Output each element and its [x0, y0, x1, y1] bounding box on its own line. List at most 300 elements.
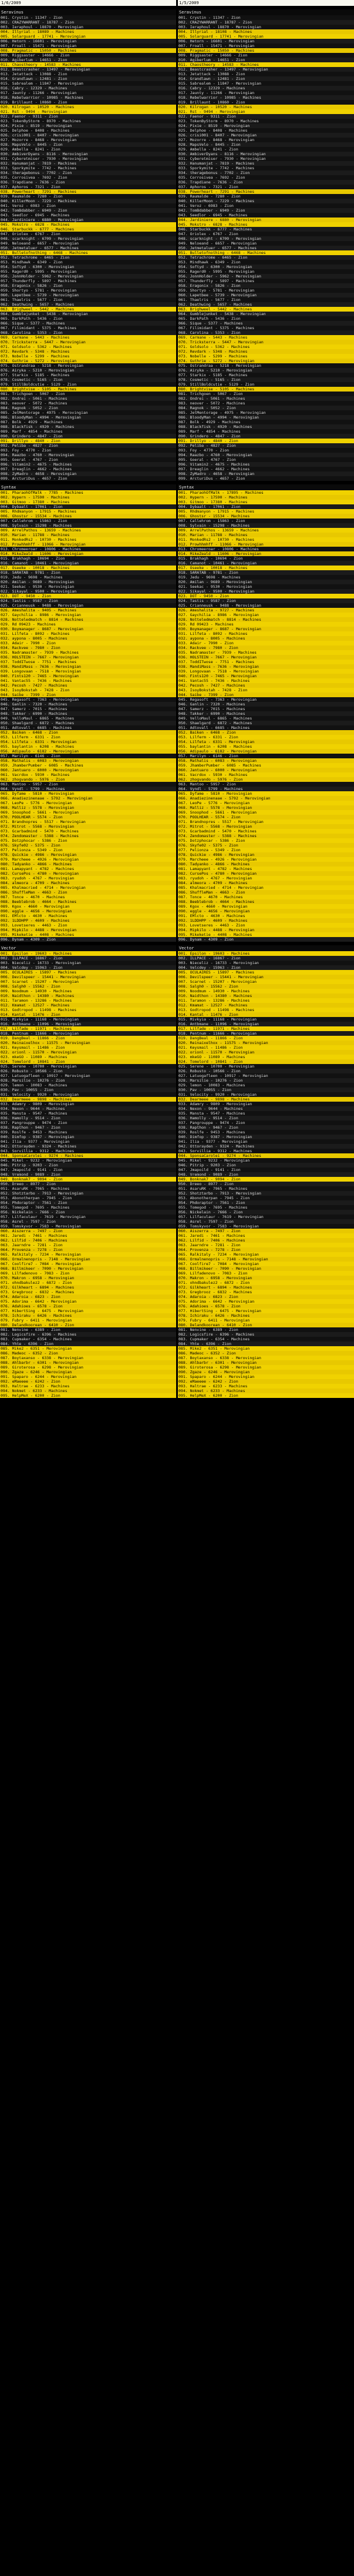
ranking-row: 032. Dearmeee - 9898 - Machines	[0, 1097, 176, 1102]
ranking-row: 050. Jetmetaluer - 6577 - Machines	[178, 246, 354, 250]
ranking-row: 023. TokenByStorm - 8970 - Machines	[0, 119, 176, 123]
ranking-row: 084. Yhte - 6396 - Zion	[178, 1341, 354, 1346]
ranking-row: 038. Powerheart - 7291 - Machines	[178, 189, 354, 194]
ranking-row: 081. Lamapyant - 4782 - Machines	[0, 867, 176, 871]
ranking-row: 018. Rebelwarrior - 10985 - Machines	[0, 95, 176, 100]
ranking-row: 067. Filimidant - 5375 - Machines	[0, 326, 176, 330]
ranking-row: 082. Ondrei - 5061 - Machines	[178, 396, 354, 401]
ranking-row: 068. Billmikeer - 7090 - Merovingian	[178, 1266, 354, 1271]
ranking-row: 004. Dybaalt - 17061 - Zion	[0, 504, 176, 509]
ranking-row: 063. Jaarndre - 7281 - Zion	[0, 1243, 176, 1247]
ranking-row: 065. Ralkitaly - 7234 - Merovingian	[178, 1252, 354, 1257]
ranking-row: 012. Kmamat - 12527 - Machines	[0, 1003, 176, 1008]
ranking-row: 076. Airyka - 5210 - Merovingian	[0, 368, 176, 373]
ranking-row: 069. Carmane - 5443 - Machines	[0, 335, 176, 340]
ranking-row: 085. JetMentorage - 4975 - Merovingian	[178, 410, 354, 415]
ranking-row: 082. Logicsfire - 6396 - Machines	[0, 1332, 176, 1337]
ranking-row: 016. Cabry - 12329 - Machines	[178, 86, 354, 91]
ranking-row: 026. Robusto - 10566 - Zion	[0, 1069, 176, 1073]
ranking-row: 084. almeora - 4709 - Machines	[0, 881, 176, 885]
ranking-row: 042. Pecosh - 7427 - Machines	[178, 683, 354, 688]
ranking-row: 036. Trapdiane - 7636 - Zion	[0, 180, 176, 185]
ranking-row: 077. Starkix - 5185 - Machines	[0, 373, 176, 377]
ranking-row: 017. Oseeke - 10018 - Machines	[0, 566, 176, 570]
ranking-row: 043. IsoyBokstah - 7428 - Zion	[0, 688, 176, 692]
ranking-row: 083. ryudoh - 4767 - Merovingian	[0, 876, 176, 881]
ranking-row: 008. Pragmatic - 15050 - Machines	[178, 48, 354, 53]
ranking-row: 015. Brakhagh - 10694 - Zion	[178, 556, 354, 561]
ranking-row: 077. Pelionza - 5349 - Zion	[0, 848, 176, 852]
ranking-row: 023. TokenByStorm - 8970 - Machines	[178, 119, 354, 123]
ranking-row: 015. Mivkyia - 11168 - Merovingian	[178, 1017, 354, 1022]
ranking-row: 085. Khalmacried - 4714 - Merovingian	[178, 885, 354, 890]
ranking-row: 055. baylantin - 6208 - Machines	[178, 744, 354, 749]
ranking-row: 055. Ragerd0 - 5995 - Merovingian	[0, 269, 176, 274]
ranking-row: 064. Provenza - 7278 - Zion	[178, 1247, 354, 1252]
ranking-row: 037. ToddITwose - 7751 - Machines	[178, 660, 354, 664]
ranking-row: 092. eMaeeee - 6242 - Zion	[0, 1379, 176, 1384]
ranking-row: 038. Powerheart - 7291 - Machines	[0, 189, 176, 194]
ranking-row: 072. Revdark - 5348 - Machines	[0, 349, 176, 354]
ranking-row: 050. Dreeo - 8977 - Zion	[178, 1182, 354, 1186]
ranking-row: 080. Tadyanko - 4866 - Machines	[0, 862, 176, 867]
ranking-row: 071. ohndbakulez2 - 6872 - Zion	[0, 1280, 176, 1285]
ranking-row: 009. Riggsaster - 14666 - Zion	[0, 53, 176, 58]
ranking-row: 076. Skyfe02 - 5375 - Zion	[0, 843, 176, 848]
ranking-row: 038. Rapthon - 9467 - Zion	[0, 1125, 176, 1130]
ranking-row: 075. Adorima - 6642 - Merovingian	[0, 1299, 176, 1304]
ranking-row: 029. lemon - 10083 - Machines	[0, 1083, 176, 1088]
section-list	[178, 9, 354, 1401]
ranking-row: 016. Camanot - 10461 - Merovingian	[0, 561, 176, 566]
ranking-row: 004. Velcdey - 15963 - Zion	[0, 965, 176, 970]
ranking-row: 079. Marcheee - 4926 - Merovingian	[178, 857, 354, 862]
ranking-row: 042. TomBdabber - 6949 - Zion	[0, 208, 176, 213]
ranking-row: 088. Ahlbarbr - 6301 - Merovingian	[178, 1360, 354, 1365]
ranking-row: 075. Adorima - 6642 - Merovingian	[178, 1299, 354, 1304]
ranking-row: 032. aypona - 8005 - Machines	[178, 636, 354, 641]
ranking-row: 037. Aphoros - 7321 - Zion	[0, 185, 176, 189]
ranking-row: 020. Amilan - 9689 - Merovingian	[0, 580, 176, 584]
ranking-row: 022. Faenor - 9311 - Zion	[178, 114, 354, 119]
ranking-row: 088. Beeblebrob - 4664 - Machines	[0, 899, 176, 904]
ranking-row: 011. MonkedRs2 - 10730 - Machines	[0, 537, 176, 542]
ranking-row: 030. Pav - 10055 - Zion	[0, 1088, 176, 1092]
ranking-row: 008. Salgh0 - 15562 - Zion	[178, 984, 354, 989]
ranking-row: 091. Drillyo - 4840 - Zion	[0, 439, 176, 443]
ranking-row: 039. Roslfe - 9453 - Machines	[178, 1130, 354, 1135]
ranking-row: 087. Tonce - 4670 - Machines	[0, 895, 176, 899]
ranking-row: 083. ryudoh - 4767 - Merovingian	[178, 876, 354, 881]
ranking-row: 027. Gaychilia - 8986 - Merovingian	[178, 613, 354, 617]
ranking-row: 047. Jmapoild - 9141 - Zion	[0, 1167, 176, 1172]
ranking-row: 092. Peliba - 4827 - Zion	[178, 443, 354, 448]
ranking-row: 085. Mike2 - 6351 - Merovingian	[178, 1346, 354, 1351]
ranking-row: 062. zhogvando - 5976 - Zion	[0, 777, 176, 782]
ranking-row: 030. Boymanager - 8687 - Merovingian	[0, 627, 176, 631]
ranking-row: 059. JhamberPumber - 6085 - Machines	[178, 763, 354, 768]
ranking-row: 081. Nenvine - 6389 - Zion	[178, 1327, 354, 1332]
ranking-row: 022. orionl - 11570 - Merovingian	[178, 1050, 354, 1055]
ranking-row: 047. Samerz - 7015 - Machines	[0, 707, 176, 711]
ranking-row: 047. Oriolex - 6767 - Zion	[178, 232, 354, 236]
ranking-row: 053. Mindhawk - 6349 - Zion	[0, 260, 176, 265]
ranking-row: 041. Veroz - 6983 - Zion	[0, 203, 176, 208]
ranking-row: 069. Lilfadenovo - 7083 - Zion	[0, 1271, 176, 1276]
ranking-row: 031. Velocity - 9920 - Merovingian	[178, 1092, 354, 1097]
ranking-row: 048. scarknight - 6709 - Merovingian	[0, 236, 176, 241]
ranking-row: 064. Gumblejunket - 5438 - Merovingian	[0, 312, 176, 316]
ranking-row: 034. theragebonus - 7702 - Zion	[0, 170, 176, 175]
ranking-row: 005. Solarguard - 17741 - Merovingian	[178, 34, 354, 39]
ranking-row: 032. Dearmeee - 9898 - Machines	[178, 1097, 354, 1102]
ranking-row: 091. EMlcto - 4630 - Machines	[178, 914, 354, 918]
ranking-row: 021. Rst - 9494 - Merovingian	[178, 109, 354, 114]
ranking-row: 011. Taramon - 13286 - Machines	[0, 998, 176, 1003]
ranking-row: 021. Seekac - 9530 - Merovingian	[0, 584, 176, 589]
ranking-row: 090. eggle - 4656 - Merovingian	[178, 909, 354, 914]
ranking-row: 078. Ichiraku - 6426 - Machines	[0, 1313, 176, 1318]
ranking-row: 069. Snoophod - 5661 - Merovingian	[178, 810, 354, 815]
ranking-row: 008. Sylvain - 15298 - Machines	[178, 523, 354, 528]
ranking-row: 086. ShuffleMan - 4663 - Zion	[178, 890, 354, 895]
ranking-row: 050. Shaelgard - 6872 - Machines	[0, 721, 176, 725]
ranking-row: 052. Tetrachrome - 6465 - Zion	[0, 255, 176, 260]
ranking-row: 028. Marsilie - 10276 - Zion	[0, 1078, 176, 1083]
ranking-row: 077. Pelionza - 5349 - Zion	[178, 848, 354, 852]
ranking-row: 055. Tomegod - 7695 - Machines	[178, 1205, 354, 1210]
ranking-row: 009. ArrelPathos - 13659 - Machines	[178, 528, 354, 533]
ranking-row: 035. Corrosivea - 7692 - Zion	[0, 175, 176, 180]
ranking-row: 098. ZyMadro - 4658 - Merovingian	[0, 471, 176, 476]
ranking-row: 074. Guthrie - 5272 - Merovingian	[178, 359, 354, 363]
ranking-row: 073. Gregbrooz - 6832 - Machines	[178, 1290, 354, 1294]
ranking-row: 036. HOLSTEIN - 7667 - Merovingian	[0, 655, 176, 660]
ranking-row: 030. AmbiverDyans - 8116 - Merovingian	[178, 152, 354, 156]
ranking-row: 022. Faenor - 9311 - Zion	[0, 114, 176, 119]
ranking-row: 083. Cupmaker - 6354 - Machines	[0, 1337, 176, 1341]
ranking-row: 044. SponsaCarolei - 9274 - Machines	[178, 1153, 354, 1158]
ranking-row: 059. Shortyo - 5781 - Merovingian	[178, 288, 354, 293]
ranking-row: 066. Sique - 5377 - Machines	[178, 321, 354, 326]
ranking-row: 056. Adipaulo - 6182 - Merovingian	[0, 749, 176, 754]
ranking-row: 037. Pangrouppe - 9474 - Zion	[178, 1120, 354, 1125]
ranking-row: 018. SARATAB - 9781 - Zion	[0, 570, 176, 575]
ranking-row: 036. Hamolly - 9514 - Zion	[0, 1116, 176, 1120]
ranking-row: 095. HelpMeX - 6200 - Zion	[0, 1393, 176, 1398]
ranking-row: 062. Lilfid - 7406 - Machines	[178, 1238, 354, 1243]
ranking-row: 025. Serene - 10700 - Merovingian	[0, 1064, 176, 1069]
ranking-row: 099. ArcturiDus - 4657 - Zion	[0, 476, 176, 481]
ranking-row: 072. Revdark - 5348 - Machines	[178, 349, 354, 354]
ranking-row: 087. Boytaxanso - 6338 - Merovingian	[0, 1356, 176, 1360]
ranking-row: 013. Godtropod - 11498 - Machines	[0, 1008, 176, 1012]
ranking-row: 013. Chromeeroar - 10806 - Machines	[0, 547, 176, 551]
ranking-row: 031. Lilfeta - 8092 - Machines	[178, 631, 354, 636]
ranking-row: 078. Cosmetic - 5165 - Zion	[0, 377, 176, 382]
ranking-row: 023. DOT - 9450 - Zion	[0, 594, 176, 598]
ranking-row: 046. Starbuckk - 6777 - Machines	[0, 227, 176, 232]
ranking-row: 054. Phdoraptor - 7561 - Zion	[178, 1200, 354, 1205]
ranking-row: 003. Ieraphoul - 18870 - Merovingian	[0, 25, 176, 29]
ranking-row: 018. Rebelwarrior - 10985 - Machines	[178, 95, 354, 100]
ranking-row: 039. Roslfe - 9453 - Machines	[0, 1130, 176, 1135]
ranking-row: 032. Hanumanjat - 7819 - Machines	[178, 161, 354, 166]
ranking-row: 081. Trichgoen - 5067 - Zion	[0, 392, 176, 396]
ranking-row: 094. Raazbo - 4760 - Merovingian	[0, 453, 176, 457]
ranking-row: 094. Mipkilo - 4488 - Merovingian	[0, 928, 176, 932]
ranking-row: 056. Nickelain - 7666 - Zion	[178, 1210, 354, 1215]
ranking-row: 052. Baiken - 6468 - Zion	[0, 730, 176, 735]
ranking-row: 049. VelloMaul - 6865 - Machines	[0, 716, 176, 721]
ranking-row: 002. Hypern - 17590 - Machines	[0, 495, 176, 500]
ranking-row: 061. Thaelris - 5677 - Zion	[178, 297, 354, 302]
ranking-row: 063. Mantoo - 5957 - Zion	[0, 782, 176, 787]
ranking-row: 039. Raumalde - 7280 - Zion	[0, 194, 176, 199]
ranking-row: 054. Softyd - 6300 - Merovingian	[0, 265, 176, 269]
right-column	[178, 0, 354, 2576]
ranking-row: 021. Rst - 9494 - Merovingian	[0, 109, 176, 114]
ranking-row: 018. Pentnum - 11666 - Merovingian	[0, 1031, 176, 1036]
ranking-row: 080. Brightvise - 5105 - Machines	[178, 387, 354, 392]
ranking-row: 031. Lilfeta - 8092 - Machines	[0, 631, 176, 636]
ranking-row: 094. Nokmet - 6233 - Machines	[178, 1389, 354, 1393]
section-list	[0, 9, 176, 1401]
ranking-row: 093. Haltrae - 6233 - Machines	[178, 1384, 354, 1389]
ranking-row: 007. Callehrom - 15863 - Zion	[0, 518, 176, 523]
ranking-row: 040. Dimfop - 9387 - Merovingian	[0, 1135, 176, 1139]
ranking-row: 017. Lilfade - 11971 - Machines	[178, 1026, 354, 1031]
ranking-row: 021. Keysmail - 11486 - Zion	[178, 1045, 354, 1050]
ranking-row: 091. Spaparo - 6244 - Merovingian	[0, 1374, 176, 1379]
ranking-row: 086. BloodyMan - 4994 - Merovingian	[178, 415, 354, 420]
ranking-row: 035. Corrosivea - 7692 - Zion	[178, 175, 354, 180]
ranking-row: 033. Adair - 7990 - Zion	[178, 641, 354, 645]
ranking-row: 029. lemon - 10083 - Machines	[178, 1083, 354, 1088]
ranking-row: 064. Gumblejunket - 5438 - Merovingian	[178, 312, 354, 316]
section-title: Syntax	[0, 484, 176, 490]
ranking-row: 013. Godtropod - 11498 - Machines	[178, 1008, 354, 1012]
ranking-row: 063. Brighweel - 5442 - Machines	[178, 307, 354, 312]
ranking-row: 023. DOT - 9450 - Zion	[178, 594, 354, 598]
ranking-row: 016. Cabry - 12329 - Machines	[0, 86, 176, 91]
ranking-row: 049. Neloeand - 6657 - Merovingian	[178, 241, 354, 246]
ranking-row: 080. Delandkoorean - 6410 - Zion	[0, 1323, 176, 1327]
ranking-row: 045. Mikel - 9232 - Merovingian	[178, 1158, 354, 1163]
ranking-row: 001. Epsilon - 19603 - Machines	[0, 951, 176, 956]
ranking-row: 016. Camanot - 10461 - Merovingian	[178, 561, 354, 566]
ranking-row: 013. Jetattack - 13088 - Zion	[0, 72, 176, 76]
ranking-row: 049. Neloeand - 6657 - Merovingian	[0, 241, 176, 246]
ranking-row: 022. orionl - 11570 - Merovingian	[0, 1050, 176, 1055]
ranking-row: 023. mkeGO - 11089 - Machines	[178, 1055, 354, 1059]
ranking-row: 053. Lilferm - 6331 - Zion	[178, 735, 354, 740]
ranking-row: 090. Zgaze - 6246 - Merovingian	[178, 1370, 354, 1374]
ranking-row: 009. Noodmum - 14930 - Machines	[178, 989, 354, 993]
ranking-row: 068. Malliz - 5578 - Merovingian	[0, 805, 176, 810]
ranking-row: 049. Bonknak7 - 9094 - Zion	[0, 1177, 176, 1182]
ranking-row: 050. Jetmetaluer - 6577 - Machines	[0, 246, 176, 250]
ranking-row: 074. Adaroia - 6823 - Zion	[0, 1294, 176, 1299]
ranking-row: 091. Spaparo - 6244 - Merovingian	[178, 1374, 354, 1379]
ranking-row: 014. MikeZeald - 11606 - Merovingian	[0, 551, 176, 556]
ranking-row: 045. Regasoft - 7363 - Merovingian	[0, 697, 176, 702]
ranking-row: 091. EMlcto - 4630 - Machines	[0, 914, 176, 918]
ranking-row: 052. Tetrachrome - 6465 - Zion	[178, 255, 354, 260]
ranking-row: 010. Agiberlum - 14651 - Zion	[178, 58, 354, 62]
ranking-row: 070. Makron - 6958 - Merovingian	[178, 1276, 354, 1280]
ranking-row: 019. Jedu - 9698 - Machines	[0, 575, 176, 580]
ranking-row: 036. Hamolly - 9514 - Zion	[178, 1116, 354, 1120]
ranking-row: 027. Mozorre - 8468 - Merovingian	[0, 138, 176, 142]
ranking-row: 086. Madeoc - 6352 - Zion	[178, 1351, 354, 1356]
ranking-row: 003. Ieraphoul - 18870 - Merovingian	[178, 25, 354, 29]
ranking-row: 048. Takker - 6990 - Machines	[178, 711, 354, 716]
ranking-row: 087. Bolk - 4929 - Machines	[178, 420, 354, 424]
column-date: 1/6/2009	[0, 0, 176, 6]
ranking-row: 095. Mikeketie - 4408 - Machines	[0, 932, 176, 937]
column-date: 1/5/2009	[178, 0, 354, 6]
ranking-row: 065. DarkPath - 5436 - Zion	[0, 316, 176, 321]
ranking-row: 051. AsaruRK - 7965 - Machines	[0, 1186, 176, 1191]
ranking-row: 071. ohndbakulez2 - 6872 - Zion	[178, 1280, 354, 1285]
ranking-row: 090. Grindero - 4847 - Zion	[0, 434, 176, 439]
ranking-row: 005. Rhdmanyon - 17915 - Machines	[178, 509, 354, 514]
ranking-row: 033. Adair - 7990 - Zion	[0, 641, 176, 645]
ranking-row: 003. Gitmoo - 17380 - Machines	[0, 500, 176, 504]
ranking-row: 033. Adamry - 9809 - Merovingian	[0, 1102, 176, 1106]
ranking-row: 033. Sporkymite - 7742 - Machines	[178, 166, 354, 170]
ranking-row: 003. Gitmoo - 17380 - Machines	[178, 500, 354, 504]
ranking-row: 018. SARATAB - 9781 - Zion	[178, 570, 354, 575]
ranking-row: 078. Quickie - 4986 - Merovingian	[178, 852, 354, 857]
ranking-row: 085. Khalmacried - 4714 - Merovingian	[0, 885, 176, 890]
ranking-row: 022. Sikayal - 9500 - Merovingian	[0, 589, 176, 594]
ranking-row: 061. Jaredi - 7461 - Machines	[178, 1233, 354, 1238]
ranking-row: 034. Nexon - 9644 - Machines	[0, 1106, 176, 1111]
ranking-row: 018. Pentnum - 11666 - Merovingian	[178, 1031, 354, 1036]
ranking-row: 015. Sabrealem - 11847 - Merovingian	[0, 81, 176, 86]
ranking-row: 010. Agiberlum - 14651 - Zion	[0, 58, 176, 62]
ranking-row: 016. Antbmane - 11096 - Merovingian	[178, 1022, 354, 1026]
ranking-row: 051. Bulletofnothing - 6468 - Machines	[178, 250, 354, 255]
ranking-row: 027. Latuogafleen - 10917 - Merovingian	[178, 1073, 354, 1078]
ranking-row: 034. Rackvee - 7980 - Zion	[0, 645, 176, 650]
ranking-row: 089. Giroterosa - 6298 - Merovingian	[178, 1365, 354, 1370]
ranking-row: 053. Abonotherpan - 7945 - Zion	[0, 1196, 176, 1200]
ranking-row: 037. ToddITwose - 7751 - Machines	[0, 660, 176, 664]
ranking-row: 043. Seedlor - 6945 - Machines	[178, 213, 354, 218]
ranking-row: 031. Cyberetmiser - 7930 - Merovingian	[0, 156, 176, 161]
ranking-row: 084. Ragnok - 5052 - Zion	[178, 406, 354, 410]
ranking-row: 010. Marian - 11788 - Machines	[178, 533, 354, 537]
ranking-row: 010. Marian - 11788 - Machines	[0, 533, 176, 537]
ranking-row: 006. Devilspeer - 15441 - Merovingian	[0, 975, 176, 979]
ranking-row: 040. Fints120 - 7465 - Merovingian	[178, 674, 354, 678]
ranking-row: 063. Brighweel - 5442 - Machines	[0, 307, 176, 312]
ranking-row: 032. aypona - 8005 - Machines	[0, 636, 176, 641]
ranking-row: 052. Shotztarbo - 7913 - Merovingian	[178, 1191, 354, 1196]
ranking-row: 077. HibertSing - 6475 - Merovingian	[0, 1309, 176, 1313]
ranking-row: 095. Goeral - 4767 - Zion	[0, 457, 176, 462]
ranking-row: 074. Zendomaster - 5388 - Machines	[0, 834, 176, 838]
ranking-row: 073. Nobelle - 5299 - Machines	[0, 354, 176, 359]
ranking-row: 004. Illyrial - 18089 - Machines	[0, 29, 176, 34]
ranking-row: 039. Longovaan - 7518 - Merovingian	[178, 669, 354, 674]
ranking-row: 044. Jardiniere - 6880 - Merovingian	[178, 218, 354, 222]
ranking-row: 020. Amilan - 9689 - Merovingian	[178, 580, 354, 584]
ranking-row: 083. Cupmaker - 6354 - Machines	[178, 1337, 354, 1341]
ranking-row: 024. Tomelord - 10841 - Zion	[178, 1059, 354, 1064]
ranking-row: 048. Vremond - 9089 - Zion	[0, 1172, 176, 1177]
ranking-row: 038. Rapthon - 9467 - Zion	[178, 1125, 354, 1130]
ranking-row: 011. MonkedRs2 - 10730 - Machines	[178, 537, 354, 542]
ranking-row: 020. Reinaixelhox - 11575 - Merovingian	[0, 1041, 176, 1045]
ranking-row: 067. Filimidant - 5375 - Machines	[178, 326, 354, 330]
ranking-row: 029. Rd 09423 - Machines	[0, 622, 176, 627]
ranking-row: 061. Thaelris - 5677 - Zion	[0, 297, 176, 302]
ranking-row: 043. Seedlor - 6945 - Machines	[0, 213, 176, 218]
ranking-row: 060. Jantuaro - 6000 - Merovingian	[178, 768, 354, 772]
ranking-row: 076. Adahioes - 6578 - Zion	[178, 1304, 354, 1309]
ranking-row: 092. 1LDDHPP - 4609 - Machines	[178, 918, 354, 923]
ranking-row: 056. Adipaulo - 6182 - Merovingian	[178, 749, 354, 754]
ranking-row: 004. Illyrial - 18108 - Machines	[178, 29, 354, 34]
ranking-row: 028. Notteledmatch - 8814 - Machines	[0, 617, 176, 622]
ranking-row: 020. Kilrogan - 10520 - Machines	[0, 105, 176, 109]
ranking-row: 045. Mikel - 9232 - Merovingian	[0, 1158, 176, 1163]
ranking-row: 046. Pitrip - 9203 - Zion	[178, 1163, 354, 1167]
ranking-row: 003. Nieceliz - 16733 - Merovingian	[178, 961, 354, 965]
ranking-row: 022. Sikayal - 9500 - Merovingian	[178, 589, 354, 594]
ranking-row: 016. Antbmane - 11096 - Merovingian	[0, 1022, 176, 1026]
ranking-row: 031. Velocity - 9920 - Merovingian	[0, 1092, 176, 1097]
ranking-row: 089. Kgox - 4660 - Merovingian	[178, 904, 354, 909]
ranking-row: 057. Lilfaculaur - 7619 - Merovingian	[0, 1215, 176, 1219]
ranking-row: 019. Brillaunt - 10860 - Zion	[178, 100, 354, 105]
ranking-row: 048. Takker - 6990 - Machines	[0, 711, 176, 716]
ranking-row: 026. crisi001 - 8407 - Merovingian	[0, 133, 176, 138]
ranking-row: 059. Tomskyvor - 7583 - Merovingian	[178, 1224, 354, 1229]
ranking-row: 055. Ragerd0 - 5995 - Merovingian	[178, 269, 354, 274]
ranking-row: 047. Jmapoild - 9141 - Zion	[178, 1167, 354, 1172]
ranking-row: 009. Noodmum - 14930 - Machines	[0, 989, 176, 993]
ranking-row: 077. HibertSing - 6475 - Merovingian	[178, 1309, 354, 1313]
ranking-row: 019. DangBeal - 11866 - Zion	[0, 1036, 176, 1041]
ranking-row: 042. Pecosh - 7427 - Machines	[0, 683, 176, 688]
ranking-row: 002. CRAZYWARRANT - 18787 - Zion	[178, 20, 354, 25]
ranking-row: 079. Fubry - 6411 - Merovingian	[0, 1318, 176, 1323]
ranking-row: 029. Ambella - 8241 - Zion	[0, 147, 176, 152]
ranking-row: 007. Callehrom - 15863 - Zion	[178, 518, 354, 523]
ranking-row: 028. Notteledmatch - 8814 - Machines	[178, 617, 354, 622]
ranking-row: 058. Asrel - 7597 - Zion	[0, 1219, 176, 1224]
ranking-row: 060. Lapetbee - 5739 - Merovingian	[0, 293, 176, 297]
ranking-row: 044. SponsaCarolei - 9274 - Machines	[0, 1153, 176, 1158]
ranking-row: 037. Aphoros - 7321 - Zion	[178, 185, 354, 189]
ranking-row: 051. Adtovall - 6685 - Machines	[178, 725, 354, 730]
ranking-row: 093. Lovetseres - 4463 - Zion	[178, 923, 354, 928]
ranking-row: 017. Jaunty - 11266 - Merovingian	[178, 91, 354, 95]
ranking-row: 035. Mansta - 9547 - Machines	[178, 1111, 354, 1116]
ranking-row: 084. almeora - 4709 - Machines	[178, 881, 354, 885]
ranking-row: 053. Mindhawk - 6349 - Zion	[178, 260, 354, 265]
ranking-row: 006. Devilspeer - 15441 - Merovingian	[178, 975, 354, 979]
ranking-row: 055. Tomegod - 7695 - Machines	[0, 1205, 176, 1210]
ranking-row: 094. Mipkilo - 4488 - Merovingian	[178, 928, 354, 932]
ranking-row: 052. Shotztarbo - 7913 - Merovingian	[0, 1191, 176, 1196]
ranking-row: 050. Shaelgard - 6872 - Machines	[178, 721, 354, 725]
